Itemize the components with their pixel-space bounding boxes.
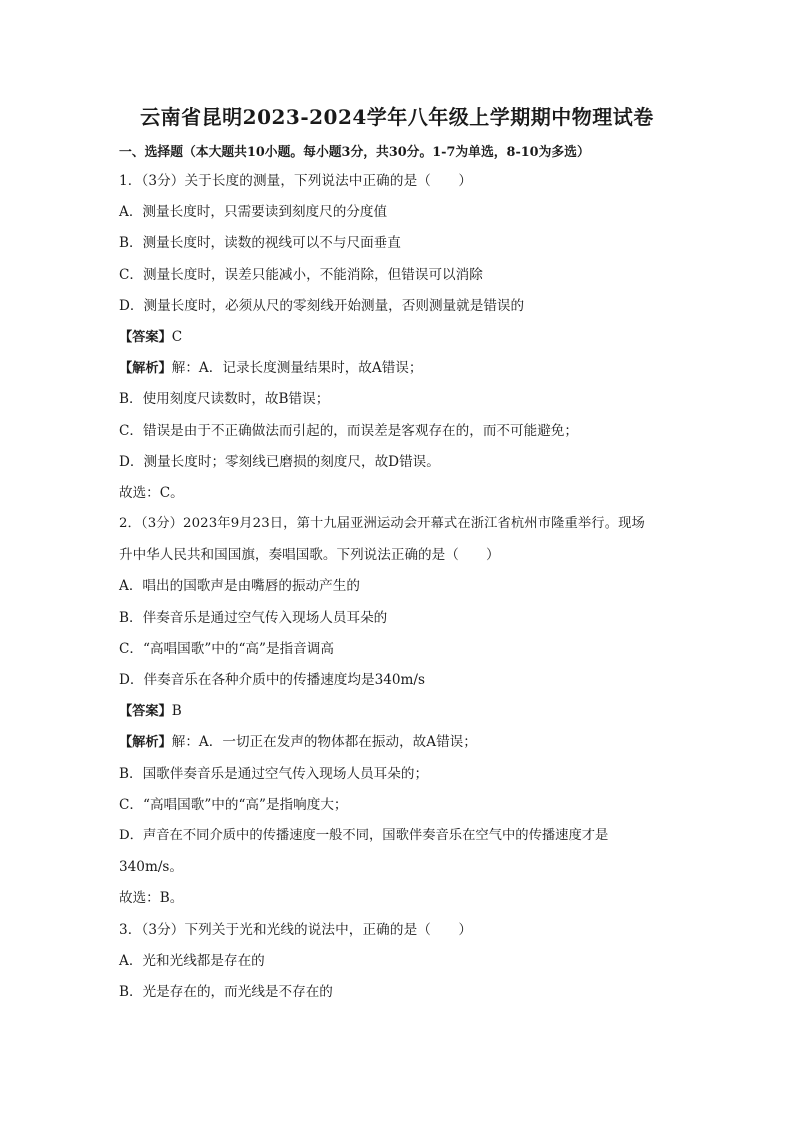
question-2-analysis-line: D．声音在不同介质中的传播速度一般不同，国歌伴奏音乐在空气中的传播速度才是 (119, 827, 609, 843)
question-3-option-b: B．光是存在的，而光线是不存在的 (119, 983, 333, 1000)
question-1-option-b: B．测量长度时，读数的视线可以不与尺面垂直 (119, 235, 401, 252)
question-2-conclusion: 故选：B。 (119, 890, 184, 907)
analysis-text: 解：A．记录长度测量结果时，故A错误； (171, 360, 423, 377)
question-2-option-c: C．“高唱国歌”中的“高”是指音调高 (119, 640, 334, 657)
question-2-option-d: D．伴奏音乐在各种介质中的传播速度均是340m/s (119, 672, 425, 688)
question-1-option-c: C．测量长度时，误差只能减小，不能消除，但错误可以消除 (119, 266, 483, 283)
analysis-text: 解：A．一切正在发声的物体都在振动，故A错误； (171, 734, 477, 751)
question-1-analysis (119, 357, 699, 388)
question-1-analysis-line: C．错误是由于不正确做法而引起的，而误差是客观存在的，而不可能避免； (119, 422, 578, 439)
question-2-analysis-line: C．“高唱国歌”中的“高”是指响度大； (119, 796, 348, 813)
question-1-option-d: D．测量长度时，必须从尺的零刻线开始测量，否则测量就是错误的 (119, 297, 525, 314)
question-content (119, 143, 699, 1012)
question-3-option-a: A．光和光线都是存在的 (119, 952, 265, 969)
analysis-tag: 【解析】 (119, 735, 172, 751)
question-2-analysis-line: 340m/s。 (119, 859, 183, 876)
question-3-stem: 3．（3分）下列关于光和光线的说法中，正确的是（ ） (119, 921, 473, 938)
question-1-stem: 1．（3分）关于长度的测量，下列说法中正确的是（ ） (119, 173, 473, 189)
question-2-option-a: A．唱出的国歌声是由嘴唇的振动产生的 (119, 578, 360, 595)
question-1-analysis-line: B．使用刻度尺读数时，故B错误； (119, 391, 330, 408)
question-1-analysis-line: D．测量长度时；零刻线已磨损的刻度尺，故D错误。 (119, 453, 440, 470)
question-2-stem-line2: 升中华人民共和国国旗，奏唱国歌。下列说法正确的是（ ） (119, 547, 500, 564)
analysis-tag: 【解析】 (119, 361, 172, 377)
question-1-conclusion: 故选：C。 (119, 484, 184, 501)
page-title: 云南省昆明2023-2024学年八年级上学期期中物理试卷 (140, 105, 654, 129)
question-1-answer (119, 326, 699, 357)
answer-tag: 【答案】 (119, 704, 172, 720)
section-header: 一、选择题（本大题共10小题。每小题3分，共30分。1-7为单选，8-10为多选） (119, 145, 590, 160)
question-2-answer (119, 700, 699, 731)
answer-value: C (171, 328, 183, 345)
question-2-analysis (119, 731, 699, 762)
question-2-stem-line1: 2．（3分）2023年9月23日，第十九届亚洲运动会开幕式在浙江省杭州市隆重举行。现场 (119, 516, 645, 532)
answer-tag: 【答案】 (119, 329, 172, 345)
question-2-analysis-line: B．国歌伴奏音乐是通过空气传入现场人员耳朵的； (119, 765, 429, 782)
question-2-option-b: B．伴奏音乐是通过空气传入现场人员耳朵的 (119, 609, 388, 626)
answer-value: B (171, 703, 182, 720)
question-1-option-a: A．测量长度时，只需要读到刻度尺的分度值 (119, 204, 388, 221)
